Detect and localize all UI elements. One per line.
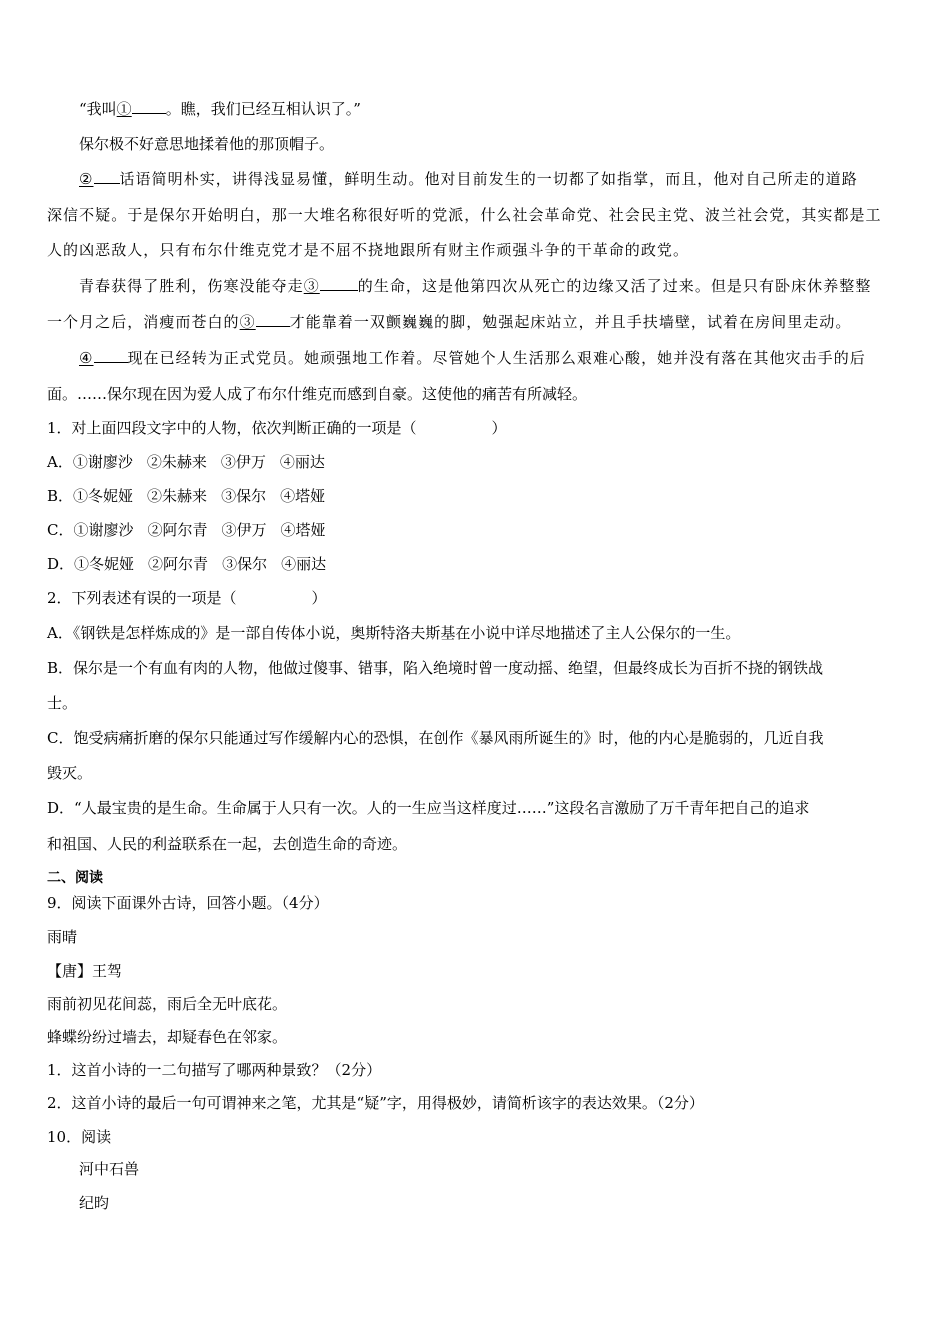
passage-text: 才能靠着一双颤巍巍的脚，勉强起床站立，并且手扶墙壁，试着在房间里走动。 — [289, 313, 852, 331]
poem-line-2: 蜂蝶纷纷过墙去，却疑春色在邻家。 — [47, 1028, 288, 1046]
question-2-option-c-line-1[interactable]: C．饱受病痛折磨的保尔只能通过写作缓解内心的恐惧，在创作《暴风雨所诞生的》时，他的内心是脆弱的，几近自我 — [47, 729, 824, 747]
passage-text: 的生命，这是他第四次从死亡的边缘又活了过来。但是只有卧床休养整整 — [357, 277, 872, 295]
option-item: ③伊万 — [220, 453, 266, 471]
passage-para-4-line-2 — [47, 312, 851, 332]
option-item: ①谢廖沙 — [72, 453, 133, 471]
question-2-option-b-line-2: 士。 — [47, 694, 78, 712]
option-item: ①冬妮娅 — [73, 487, 134, 505]
passage-para-3-line-1 — [79, 169, 858, 189]
option-item: ①冬妮娅 — [74, 555, 135, 573]
question-2-option-c-line-2: 毁灭。 — [47, 764, 93, 782]
question-1-option-a[interactable] — [47, 452, 325, 472]
question-1-option-d[interactable] — [47, 554, 326, 574]
blank-marker-4: ④ — [79, 349, 94, 367]
blank-marker-1: ① — [116, 100, 132, 118]
question-2-option-a[interactable]: A．《钢铁是怎样炼成的》是一部自传体小说，奥斯特洛夫斯基在小说中详尽地描述了主人公保尔的一生。 — [47, 624, 741, 642]
passage-para-5-line-2: 面。……保尔现在因为爱人成了布尔什维克而感到自豪。这使他的痛苦有所减轻。 — [47, 385, 588, 403]
article-author: 纪昀 — [79, 1194, 110, 1212]
answer-blank-3b — [256, 312, 290, 327]
passage-text: 话语简明朴实，讲得浅显易懂，鲜明生动。他对目前发生的一切都了如指掌，而且，他对自己所走的道路 — [119, 170, 858, 188]
option-item: ④丽达 — [281, 555, 327, 573]
answer-blank-2 — [94, 169, 120, 184]
passage-text: 青春获得了胜利，伤寒没能夺走 — [79, 277, 304, 295]
option-label: C． — [47, 521, 74, 539]
question-2-option-d-line-2: 和祖国、人民的利益联系在一起，去创造生命的奇迹。 — [47, 835, 408, 853]
blank-marker-3: ③ — [303, 277, 320, 295]
option-item: ②阿尔青 — [148, 555, 209, 573]
passage-text: 现在已经转为正式党员。她顽强地工作着。尽管她个人生活那么艰难心酸，她并没有落在其他灾击手的后 — [127, 349, 866, 367]
blank-marker-3b: ③ — [239, 313, 256, 331]
question-1-stem: 1．对上面四段文字中的人物，依次判断正确的一项是（ ） — [47, 419, 507, 437]
option-item: ③保尔 — [221, 487, 267, 505]
article-title: 河中石兽 — [79, 1160, 140, 1178]
option-item: ③伊万 — [221, 521, 267, 539]
section-heading-reading: 二、阅读 — [47, 870, 103, 886]
poem-author: 【唐】王驾 — [47, 962, 123, 980]
question-1-option-b[interactable] — [47, 486, 325, 506]
question-9-sub-2: 2．这首小诗的最后一句可谓神来之笔，尤其是“疑”字，用得极妙，请简析该字的表达效果。（2分） — [47, 1094, 704, 1112]
question-9-stem: 9．阅读下面课外古诗，回答小题。（4分） — [47, 894, 329, 912]
passage-text: 一个月之后，消瘦而苍白的 — [47, 313, 240, 331]
passage-para-5-line-1 — [79, 348, 866, 368]
blank-marker-2: ② — [79, 170, 94, 188]
option-item: ④塔娅 — [280, 521, 326, 539]
question-2-option-b-line-1[interactable]: B．保尔是一个有血有肉的人物，他做过傻事、错事，陷入绝境时曾一度动摇、绝望，但最终成长为百折不挠的钢铁战 — [47, 659, 824, 677]
option-item: ②朱赫来 — [147, 487, 208, 505]
option-item: ④丽达 — [279, 453, 325, 471]
option-item: ③保尔 — [222, 555, 268, 573]
question-2-stem: 2．下列表述有误的一项是（ ） — [47, 589, 327, 607]
question-9-sub-1: 1．这首小诗的一二句描写了哪两种景致？（2分） — [47, 1061, 382, 1079]
passage-text: “我叫 — [79, 100, 117, 118]
answer-blank-3 — [320, 276, 358, 291]
question-2-option-d-line-1[interactable]: D．“人最宝贵的是生命。生命属于人只有一次。人的一生应当这样度过……”这段名言激励了万千青年把自己的追求 — [47, 799, 810, 817]
option-label: D． — [47, 555, 75, 573]
option-item: ④塔娅 — [280, 487, 326, 505]
passage-para-2: 保尔极不好意思地揉着他的那顶帽子。 — [79, 135, 335, 153]
question-1-option-c[interactable] — [47, 520, 326, 540]
question-10-stem: 10．阅读 — [47, 1128, 112, 1146]
passage-para-3-line-3: 人的凶恶敌人，只有布尔什维克党才是不屈不挠地跟所有财主作顽强斗争的干革命的政党。 — [47, 241, 690, 259]
answer-blank-4 — [94, 348, 128, 363]
passage-para-4-line-1 — [79, 276, 871, 296]
option-label: B． — [47, 487, 74, 505]
option-label: A． — [47, 453, 73, 471]
option-item: ①谢廖沙 — [73, 521, 134, 539]
passage-text: 。瞧，我们已经互相认识了。” — [165, 100, 361, 118]
option-item: ②阿尔青 — [147, 521, 208, 539]
answer-blank-1 — [132, 99, 166, 114]
passage-para-1 — [79, 99, 361, 119]
option-item: ②朱赫来 — [146, 453, 207, 471]
poem-line-1: 雨前初见花间蕊，雨后全无叶底花。 — [47, 995, 288, 1013]
poem-title: 雨晴 — [47, 928, 78, 946]
passage-para-3-line-2: 深信不疑。于是保尔开始明白，那一大堆名称很好听的党派，什么社会革命党、社会民主党、波兰社会党，其实都是工 — [47, 206, 882, 224]
